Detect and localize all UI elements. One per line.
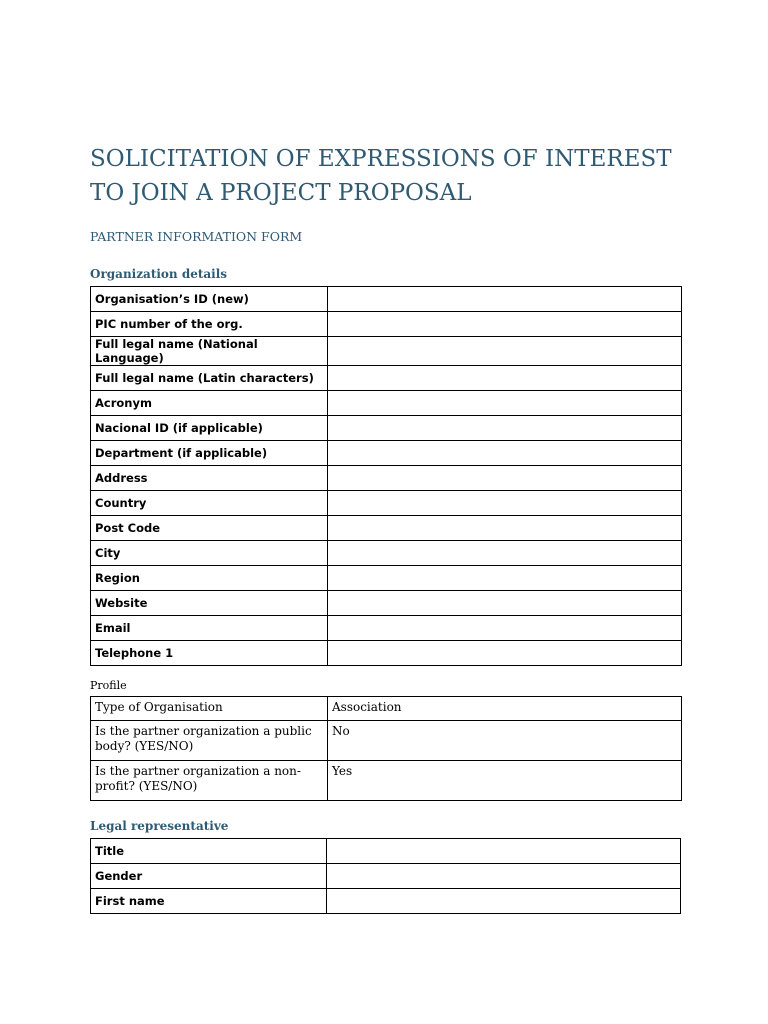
legal-field-value[interactable] [327, 864, 681, 889]
organization-field-label: Full legal name (National Language) [91, 337, 328, 366]
organization-field-label: Website [91, 591, 328, 616]
organization-field-label: Country [91, 491, 328, 516]
legal-representative-body [91, 839, 681, 914]
organization-field-label: Region [91, 566, 328, 591]
table-row [91, 697, 682, 721]
profile-label: Is the partner organization a public body? (YES/NO) [91, 721, 328, 761]
table-row [91, 287, 682, 312]
organization-details-body [91, 287, 682, 666]
table-row [91, 721, 682, 761]
organization-field-value[interactable] [328, 616, 682, 641]
table-row [91, 839, 681, 864]
organization-field-value[interactable] [328, 366, 682, 391]
legal-field-label: First name [91, 889, 327, 914]
profile-value[interactable]: No [328, 721, 682, 761]
organization-field-value[interactable] [328, 312, 682, 337]
profile-label: Is the partner organization a non-profit? (YES/NO) [91, 761, 328, 801]
table-row [91, 491, 682, 516]
organization-field-value[interactable] [328, 641, 682, 666]
organization-field-label: City [91, 541, 328, 566]
table-row [91, 366, 682, 391]
profile-label: Type of Organisation [91, 697, 328, 721]
table-row [91, 516, 682, 541]
table-row [91, 889, 681, 914]
organization-field-value[interactable] [328, 491, 682, 516]
profile-value[interactable]: Yes [328, 761, 682, 801]
organization-details-table [90, 286, 682, 666]
table-row [91, 591, 682, 616]
table-row [91, 466, 682, 491]
table-row [91, 416, 682, 441]
organization-field-label: Email [91, 616, 328, 641]
organization-field-value[interactable] [328, 566, 682, 591]
organization-field-label: PIC number of the org. [91, 312, 328, 337]
organization-field-label: Department (if applicable) [91, 441, 328, 466]
table-row [91, 761, 682, 801]
table-row [91, 641, 682, 666]
organization-field-value[interactable] [328, 337, 682, 366]
legal-field-value[interactable] [327, 889, 681, 914]
organization-field-label: Acronym [91, 391, 328, 416]
organization-field-label: Address [91, 466, 328, 491]
profile-heading: Profile [90, 679, 127, 692]
table-row [91, 337, 682, 366]
legal-representative-table [90, 838, 681, 914]
organization-field-value[interactable] [328, 391, 682, 416]
table-row [91, 312, 682, 337]
organization-field-value[interactable] [328, 416, 682, 441]
organization-field-label: Nacional ID (if applicable) [91, 416, 328, 441]
profile-value[interactable]: Association [328, 697, 682, 721]
legal-field-label: Gender [91, 864, 327, 889]
organization-field-label: Post Code [91, 516, 328, 541]
table-row [91, 541, 682, 566]
organization-field-value[interactable] [328, 591, 682, 616]
document-title: SOLICITATION OF EXPRESSIONS OF INTEREST TO JOIN A PROJECT PROPOSAL [90, 146, 672, 206]
organization-field-value[interactable] [328, 441, 682, 466]
legal-field-label: Title [91, 839, 327, 864]
organization-field-label: Full legal name (Latin characters) [91, 366, 328, 391]
table-row [91, 391, 682, 416]
form-subtitle: PARTNER INFORMATION FORM [90, 229, 303, 244]
organization-field-value[interactable] [328, 541, 682, 566]
table-row [91, 566, 682, 591]
organization-field-value[interactable] [328, 516, 682, 541]
table-row [91, 616, 682, 641]
organization-field-value[interactable] [328, 287, 682, 312]
legal-representative-heading: Legal representative [90, 819, 229, 833]
legal-field-value[interactable] [327, 839, 681, 864]
organization-field-label: Organisation’s ID (new) [91, 287, 328, 312]
table-row [91, 864, 681, 889]
table-row [91, 441, 682, 466]
profile-table [90, 696, 682, 801]
organization-field-value[interactable] [328, 466, 682, 491]
organization-details-heading: Organization details [90, 267, 228, 281]
organization-field-label: Telephone 1 [91, 641, 328, 666]
